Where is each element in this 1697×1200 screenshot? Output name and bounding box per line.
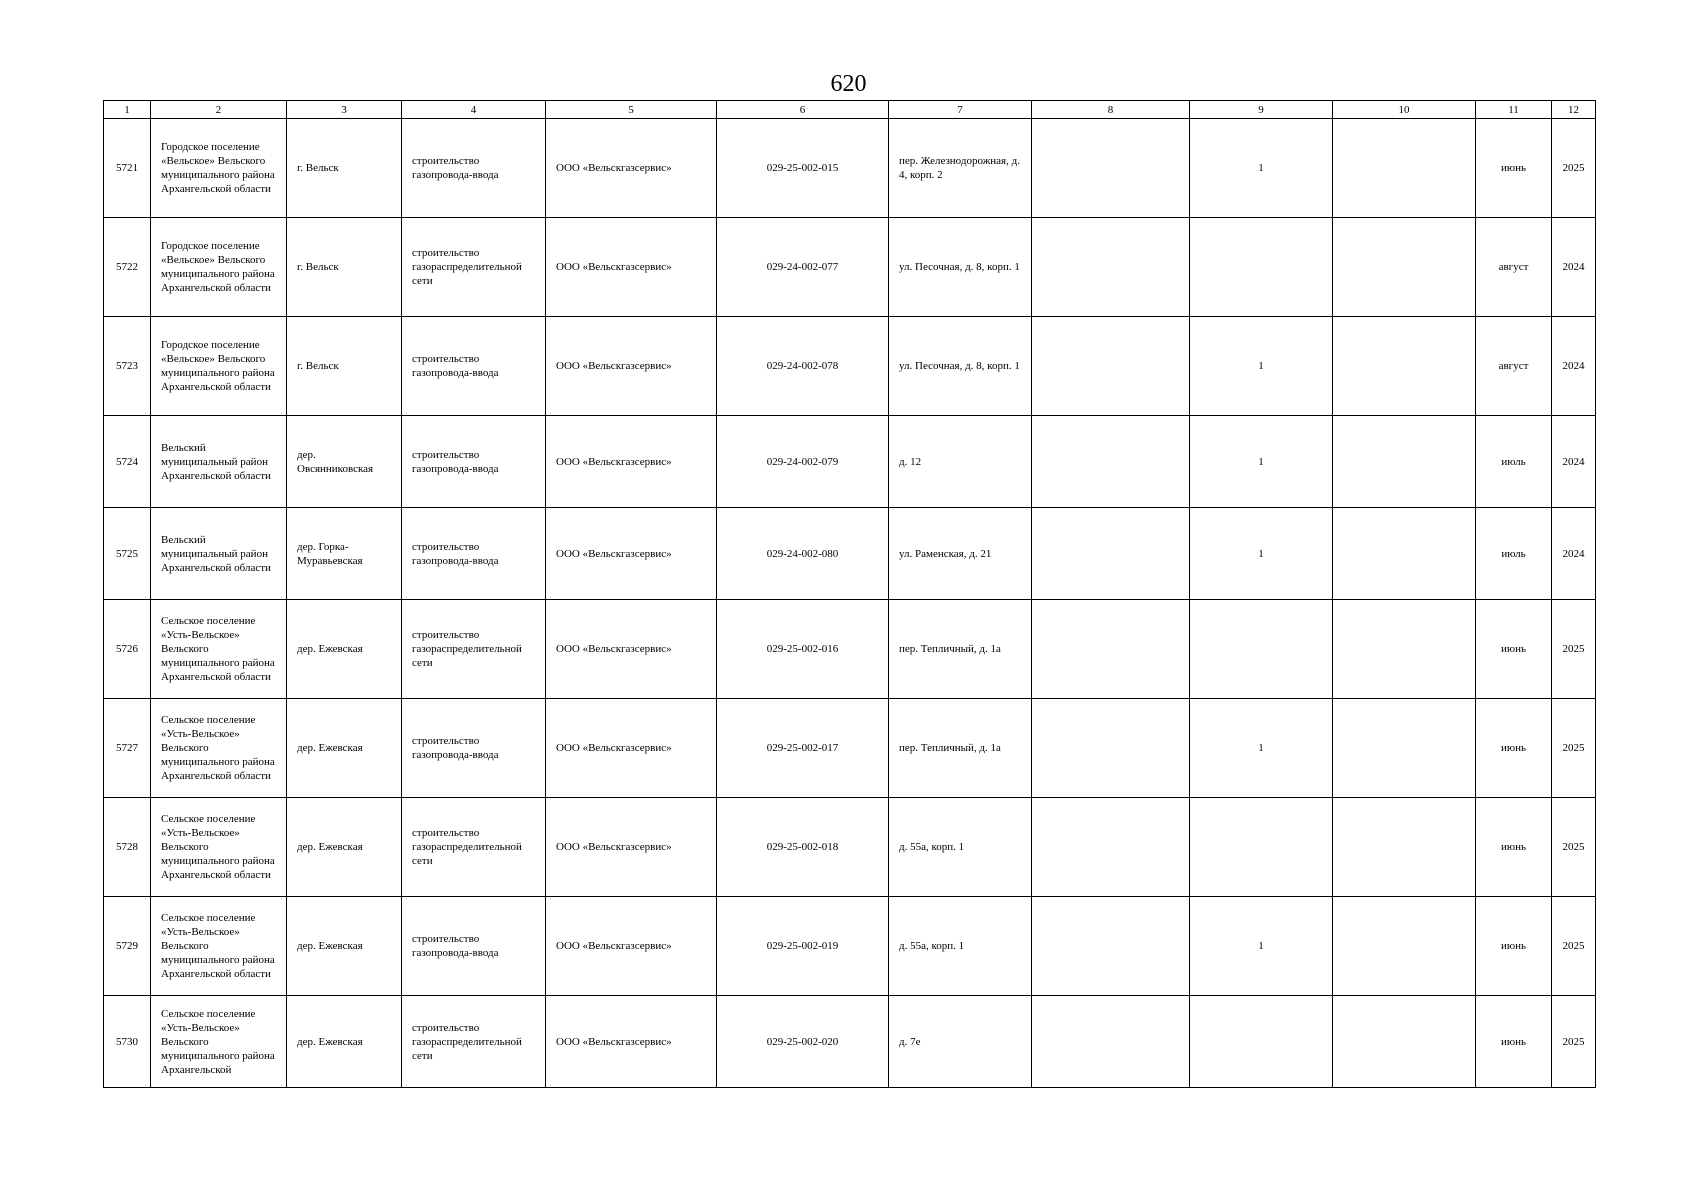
address-cell: д. 7е (889, 996, 1032, 1088)
address-cell: пер. Тепличный, д. 1а (889, 699, 1032, 798)
address-cell: д. 55а, корп. 1 (889, 798, 1032, 897)
col10-cell (1333, 317, 1476, 416)
organization-cell: ООО «Вельскгазсервис» (546, 699, 717, 798)
settlement-cell: дер. Ежевская (287, 600, 402, 699)
code-cell: 029-25-002-020 (717, 996, 889, 1088)
table-body (104, 119, 1596, 1088)
column-header: 5 (546, 101, 717, 119)
code-cell: 029-25-002-018 (717, 798, 889, 897)
row-number: 5725 (104, 508, 151, 600)
column-header: 10 (1333, 101, 1476, 119)
organization-cell: ООО «Вельскгазсервис» (546, 996, 717, 1088)
row-number: 5723 (104, 317, 151, 416)
column-header: 3 (287, 101, 402, 119)
year-cell: 2025 (1552, 119, 1596, 218)
col10-cell (1333, 798, 1476, 897)
col9-cell: 1 (1190, 699, 1333, 798)
organization-cell: ООО «Вельскгазсервис» (546, 798, 717, 897)
month-cell: июнь (1476, 897, 1552, 996)
table-row (104, 600, 1596, 699)
row-number: 5727 (104, 699, 151, 798)
col10-cell (1333, 699, 1476, 798)
work-type-cell: строительство газораспределительной сети (402, 218, 546, 317)
address-cell: ул. Песочная, д. 8, корп. 1 (889, 317, 1032, 416)
column-header: 8 (1032, 101, 1190, 119)
month-cell: июнь (1476, 600, 1552, 699)
table-row (104, 897, 1596, 996)
municipality-cell: Сельское поселение «Усть-Вельское» Вельского муниципального района Архангельской области (151, 897, 287, 996)
organization-cell: ООО «Вельскгазсервис» (546, 416, 717, 508)
work-type-cell: строительство газораспределительной сети (402, 600, 546, 699)
row-number: 5722 (104, 218, 151, 317)
code-cell: 029-25-002-017 (717, 699, 889, 798)
col8-cell (1032, 508, 1190, 600)
column-header: 4 (402, 101, 546, 119)
table-row (104, 699, 1596, 798)
header-row (104, 101, 1596, 119)
row-number: 5724 (104, 416, 151, 508)
settlement-cell: дер. Овсянниковская (287, 416, 402, 508)
address-cell: д. 12 (889, 416, 1032, 508)
year-cell: 2025 (1552, 996, 1596, 1088)
work-type-cell: строительство газопровода-ввода (402, 508, 546, 600)
year-cell: 2025 (1552, 600, 1596, 699)
col9-cell: 1 (1190, 508, 1333, 600)
row-number: 5730 (104, 996, 151, 1088)
page-number: 620 (830, 71, 867, 97)
row-number: 5729 (104, 897, 151, 996)
code-cell: 029-25-002-015 (717, 119, 889, 218)
col8-cell (1032, 798, 1190, 897)
address-cell: пер. Тепличный, д. 1а (889, 600, 1032, 699)
col8-cell (1032, 218, 1190, 317)
column-header: 11 (1476, 101, 1552, 119)
address-cell: пер. Железнодорожная, д. 4, корп. 2 (889, 119, 1032, 218)
table-row (104, 996, 1596, 1088)
municipality-cell: Вельский муниципальный район Архангельской области (151, 508, 287, 600)
organization-cell: ООО «Вельскгазсервис» (546, 218, 717, 317)
month-cell: июль (1476, 416, 1552, 508)
month-cell: август (1476, 218, 1552, 317)
row-number: 5728 (104, 798, 151, 897)
settlement-cell: г. Вельск (287, 317, 402, 416)
organization-cell: ООО «Вельскгазсервис» (546, 119, 717, 218)
col9-cell: 1 (1190, 897, 1333, 996)
col8-cell (1032, 996, 1190, 1088)
year-cell: 2025 (1552, 897, 1596, 996)
col8-cell (1032, 416, 1190, 508)
code-cell: 029-24-002-078 (717, 317, 889, 416)
col9-cell (1190, 600, 1333, 699)
column-header: 12 (1552, 101, 1596, 119)
address-cell: ул. Песочная, д. 8, корп. 1 (889, 218, 1032, 317)
municipality-cell: Сельское поселение «Усть-Вельское» Вельского муниципального района Архангельской области (151, 699, 287, 798)
organization-cell: ООО «Вельскгазсервис» (546, 897, 717, 996)
col9-cell (1190, 996, 1333, 1088)
col9-cell: 1 (1190, 119, 1333, 218)
col10-cell (1333, 897, 1476, 996)
code-cell: 029-24-002-080 (717, 508, 889, 600)
column-header: 2 (151, 101, 287, 119)
municipality-cell: Вельский муниципальный район Архангельской области (151, 416, 287, 508)
row-number: 5726 (104, 600, 151, 699)
municipality-cell: Сельское поселение «Усть-Вельское» Вельского муниципального района Архангельской области (151, 600, 287, 699)
col8-cell (1032, 699, 1190, 798)
col8-cell (1032, 897, 1190, 996)
work-type-cell: строительство газопровода-ввода (402, 699, 546, 798)
month-cell: август (1476, 317, 1552, 416)
column-header: 1 (104, 101, 151, 119)
col10-cell (1333, 218, 1476, 317)
col9-cell (1190, 798, 1333, 897)
organization-cell: ООО «Вельскгазсервис» (546, 600, 717, 699)
settlement-cell: дер. Горка-Муравьевская (287, 508, 402, 600)
table-row (104, 218, 1596, 317)
col8-cell (1032, 119, 1190, 218)
col8-cell (1032, 600, 1190, 699)
code-cell: 029-24-002-077 (717, 218, 889, 317)
col9-cell: 1 (1190, 317, 1333, 416)
code-cell: 029-25-002-016 (717, 600, 889, 699)
work-type-cell: строительство газораспределительной сети (402, 798, 546, 897)
year-cell: 2024 (1552, 317, 1596, 416)
code-cell: 029-25-002-019 (717, 897, 889, 996)
col10-cell (1333, 416, 1476, 508)
month-cell: июнь (1476, 699, 1552, 798)
year-cell: 2024 (1552, 416, 1596, 508)
table-row (104, 416, 1596, 508)
settlement-cell: дер. Ежевская (287, 897, 402, 996)
year-cell: 2024 (1552, 508, 1596, 600)
month-cell: июль (1476, 508, 1552, 600)
col8-cell (1032, 317, 1190, 416)
municipality-cell: Сельское поселение «Усть-Вельское» Вельского муниципального района Архангельской области (151, 798, 287, 897)
year-cell: 2025 (1552, 798, 1596, 897)
work-type-cell: строительство газораспределительной сети (402, 996, 546, 1088)
col9-cell: 1 (1190, 416, 1333, 508)
municipality-cell: Городское поселение «Вельское» Вельского муниципального района Архангельской области (151, 218, 287, 317)
settlement-cell: дер. Ежевская (287, 699, 402, 798)
settlement-cell: дер. Ежевская (287, 798, 402, 897)
table-row (104, 508, 1596, 600)
organization-cell: ООО «Вельскгазсервис» (546, 317, 717, 416)
table-row (104, 798, 1596, 897)
address-cell: д. 55а, корп. 1 (889, 897, 1032, 996)
work-type-cell: строительство газопровода-ввода (402, 416, 546, 508)
year-cell: 2025 (1552, 699, 1596, 798)
settlement-cell: г. Вельск (287, 119, 402, 218)
col10-cell (1333, 996, 1476, 1088)
column-header: 6 (717, 101, 889, 119)
municipality-cell: Сельское поселение «Усть-Вельское» Вельского муниципального района Архангельской (151, 996, 287, 1088)
table-row (104, 317, 1596, 416)
col10-cell (1333, 508, 1476, 600)
work-type-cell: строительство газопровода-ввода (402, 897, 546, 996)
work-type-cell: строительство газопровода-ввода (402, 119, 546, 218)
col9-cell (1190, 218, 1333, 317)
register-table (103, 100, 1596, 1088)
row-number: 5721 (104, 119, 151, 218)
table-row (104, 119, 1596, 218)
col10-cell (1333, 119, 1476, 218)
settlement-cell: г. Вельск (287, 218, 402, 317)
settlement-cell: дер. Ежевская (287, 996, 402, 1088)
code-cell: 029-24-002-079 (717, 416, 889, 508)
organization-cell: ООО «Вельскгазсервис» (546, 508, 717, 600)
month-cell: июнь (1476, 996, 1552, 1088)
address-cell: ул. Раменская, д. 21 (889, 508, 1032, 600)
year-cell: 2024 (1552, 218, 1596, 317)
month-cell: июнь (1476, 119, 1552, 218)
column-header: 9 (1190, 101, 1333, 119)
work-type-cell: строительство газопровода-ввода (402, 317, 546, 416)
municipality-cell: Городское поселение «Вельское» Вельского муниципального района Архангельской области (151, 119, 287, 218)
col10-cell (1333, 600, 1476, 699)
column-header: 7 (889, 101, 1032, 119)
month-cell: июнь (1476, 798, 1552, 897)
municipality-cell: Городское поселение «Вельское» Вельского муниципального района Архангельской области (151, 317, 287, 416)
